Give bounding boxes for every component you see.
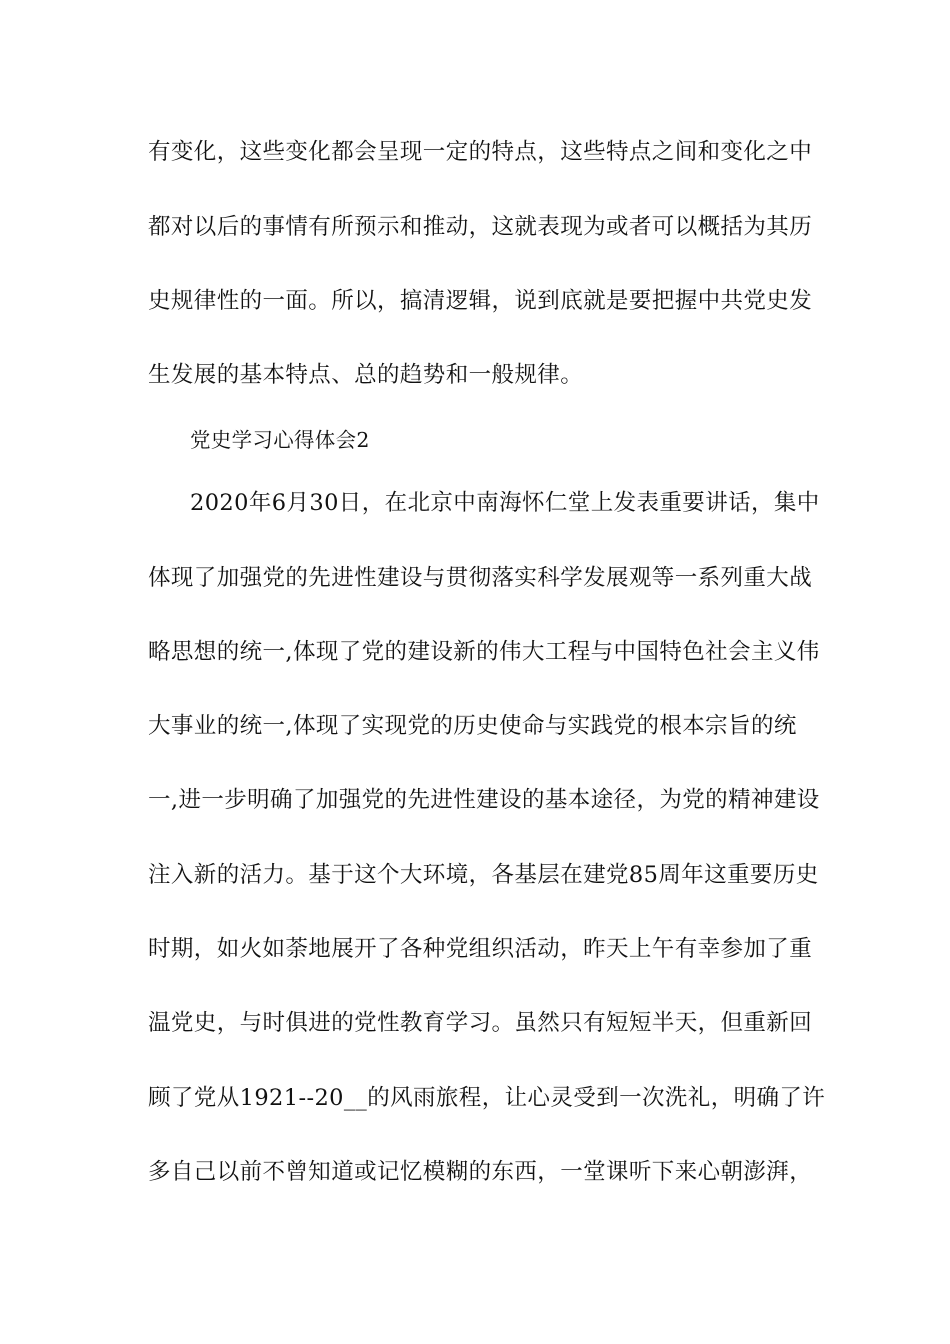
paragraph-line: 体现了加强党的先进性建设与贯彻落实科学发展观等一系列重大战 [148,565,813,591]
paragraph-line: 多自己以前不曾知道或记忆模糊的东西，一堂课听下来心朝澎湃， [148,1159,813,1185]
paragraph-line: 有变化，这些变化都会呈现一定的特点，这些特点之间和变化之中 [148,139,813,165]
paragraph-line: 温党史，与时俱进的党性教育学习。虽然只有短短半天，但重新回 [148,1010,813,1036]
section-heading: 党史学习心得体会2 [190,428,370,452]
paragraph-line: 一,进一步明确了加强党的先进性建设的基本途径，为党的精神建设 [148,787,820,813]
paragraph-line: 2020年6月30日，在北京中南海怀仁堂上发表重要讲话，集中 [190,490,820,516]
paragraph-line: 顾了党从1921--20__的风雨旅程，让心灵受到一次洗礼，明确了许 [148,1085,826,1111]
paragraph-line: 都对以后的事情有所预示和推动，这就表现为或者可以概括为其历 [148,214,813,240]
paragraph-line: 史规律性的一面。所以，搞清逻辑，说到底就是要把握中共党史发 [148,288,813,314]
paragraph-line: 略思想的统一,体现了党的建设新的伟大工程与中国特色社会主义伟 [148,639,820,665]
paragraph-line: 注入新的活力。基于这个大环境，各基层在建党85周年这重要历史 [148,862,819,888]
paragraph-line: 时期，如火如荼地展开了各种党组织活动，昨天上午有幸参加了重 [148,936,813,962]
paragraph-line: 生发展的基本特点、总的趋势和一般规律。 [148,362,584,388]
paragraph-line: 大事业的统一,体现了实现党的历史使命与实践党的根本宗旨的统 [148,713,797,739]
